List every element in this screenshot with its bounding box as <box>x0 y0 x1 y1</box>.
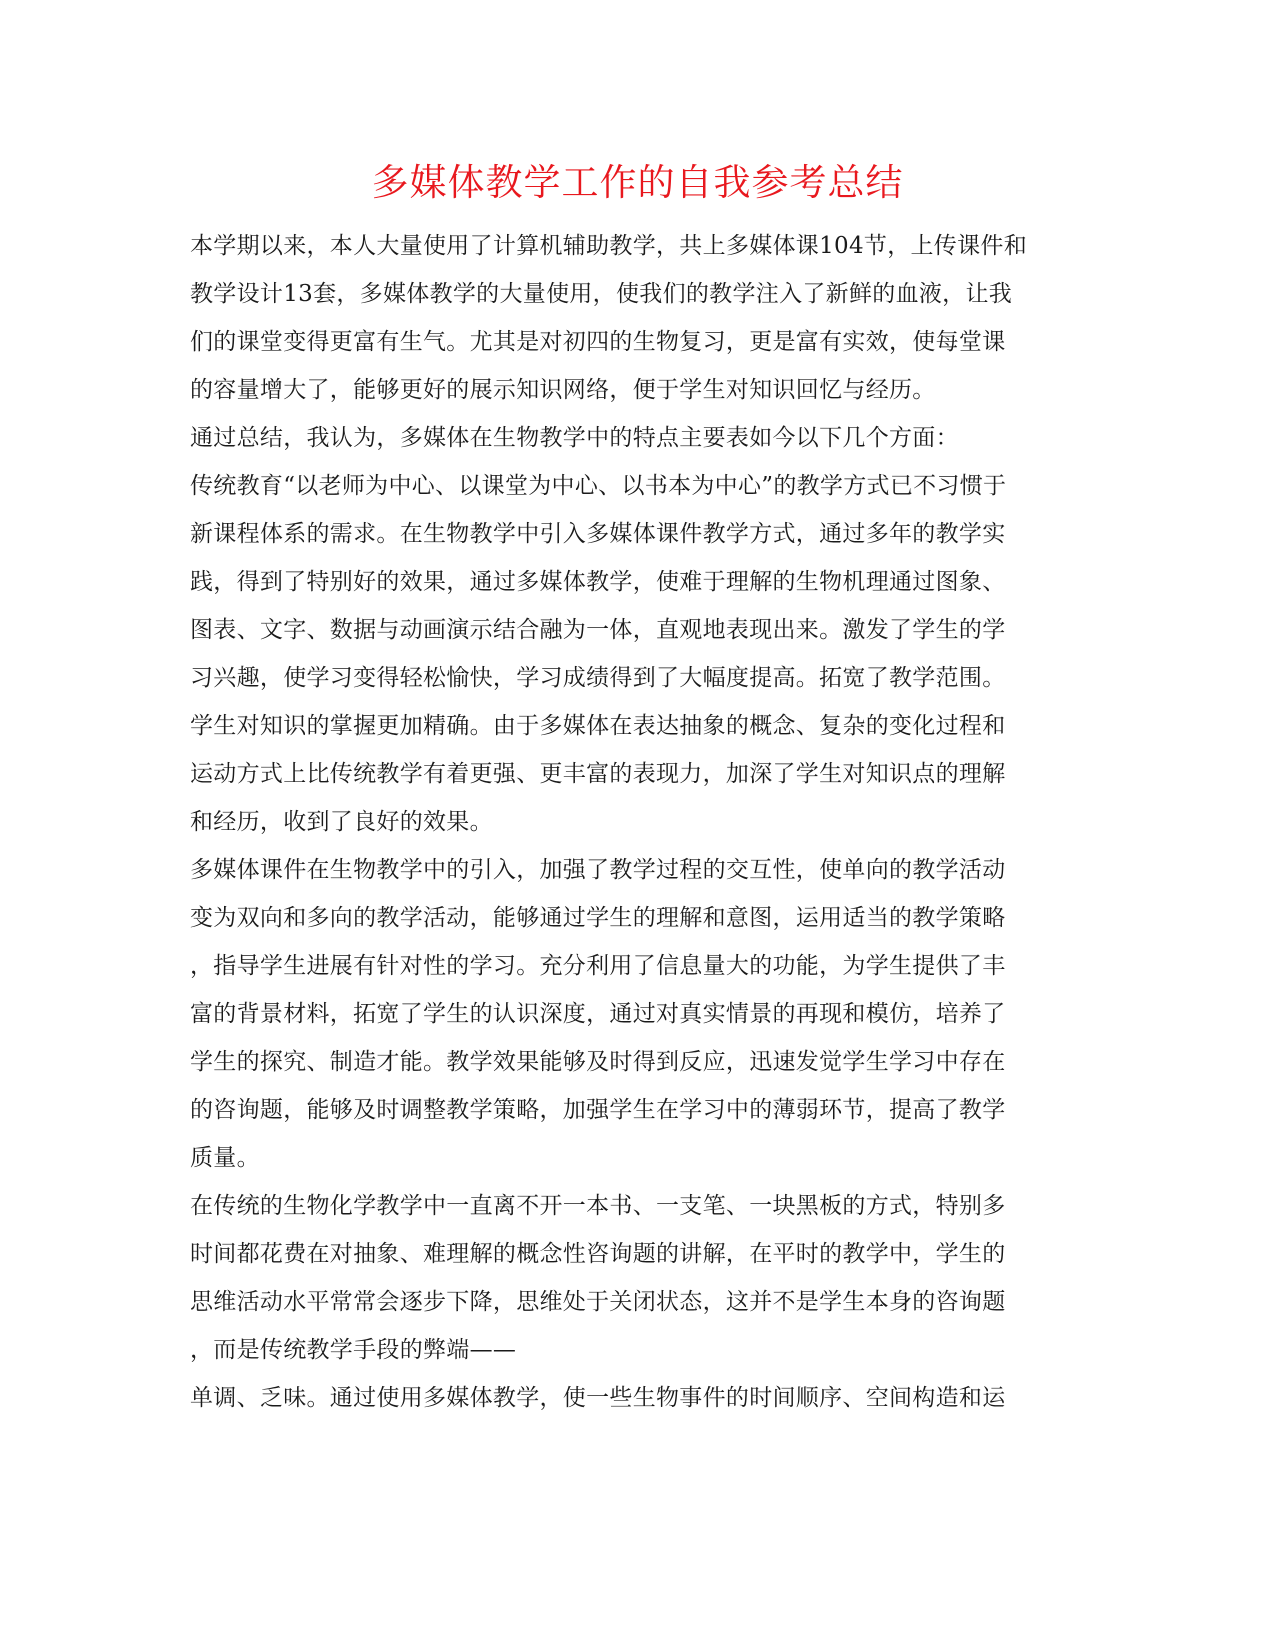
text-line: 教学设计13套，多媒体教学的大量使用，使我们的教学注入了新鲜的血液，让我 <box>190 281 1013 307</box>
text-line: 多媒体课件在生物教学中的引入，加强了教学过程的交互性，使单向的教学活动 <box>190 857 1006 883</box>
text-line: 通过总结，我认为，多媒体在生物教学中的特点主要表如今以下几个方面： <box>190 425 959 451</box>
text-line: 图表、文字、数据与动画演示结合融为一体，直观地表现出来。激发了学生的学 <box>190 617 1006 643</box>
text-line: 和经历，收到了良好的效果。 <box>190 809 493 835</box>
text-line: 学生的探究、制造才能。教学效果能够及时得到反应，迅速发觉学生学习中存在 <box>190 1049 1006 1075</box>
text-line: 在传统的生物化学教学中一直离不开一本书、一支笔、一块黑板的方式，特别多 <box>190 1193 1006 1219</box>
document-body <box>190 222 1070 1422</box>
text-line: 习兴趣，使学习变得轻松愉快，学习成绩得到了大幅度提高。拓宽了教学范围。 <box>190 665 1006 691</box>
text-line: 践，得到了特别好的效果，通过多媒体教学，使难于理解的生物机理通过图象、 <box>190 569 1006 595</box>
text-line: 运动方式上比传统教学有着更强、更丰富的表现力，加深了学生对知识点的理解 <box>190 761 1006 787</box>
text-line: 质量。 <box>190 1145 260 1171</box>
text-line: 学生对知识的掌握更加精确。由于多媒体在表达抽象的概念、复杂的变化过程和 <box>190 713 1006 739</box>
text-line: 变为双向和多向的教学活动，能够通过学生的理解和意图，运用适当的教学策略 <box>190 905 1006 931</box>
text-line: 的咨询题，能够及时调整教学策略，加强学生在学习中的薄弱环节，提高了教学 <box>190 1097 1006 1123</box>
text-line: 单调、乏味。通过使用多媒体教学，使一些生物事件的时间顺序、空间构造和运 <box>190 1385 1006 1411</box>
text-line: 的容量增大了，能够更好的展示知识网络，便于学生对知识回忆与经历。 <box>190 377 936 403</box>
text-line: 们的课堂变得更富有生气。尤其是对初四的生物复习，更是富有实效，使每堂课 <box>190 329 1006 355</box>
text-line: 富的背景材料，拓宽了学生的认识深度，通过对真实情景的再现和模仿，培养了 <box>190 1001 1006 1027</box>
text-line: 本学期以来，本人大量使用了计算机辅助教学，共上多媒体课104节，上传课件和 <box>190 233 1027 259</box>
text-line: 传统教育“以老师为中心、以课堂为中心、以书本为中心”的教学方式已不习惯于 <box>190 473 1007 499</box>
document-title: 多媒体教学工作的自我参考总结 <box>371 161 904 204</box>
text-line: ，而是传统教学手段的弊端—— <box>190 1337 517 1363</box>
text-line: 思维活动水平常常会逐步下降，思维处于关闭状态，这并不是学生本身的咨询题 <box>190 1289 1006 1315</box>
text-line: 新课程体系的需求。在生物教学中引入多媒体课件教学方式，通过多年的教学实 <box>190 521 1006 547</box>
text-line: 时间都花费在对抽象、难理解的概念性咨询题的讲解，在平时的教学中，学生的 <box>190 1241 1006 1267</box>
text-line: ，指导学生进展有针对性的学习。充分利用了信息量大的功能，为学生提供了丰 <box>190 953 1006 979</box>
